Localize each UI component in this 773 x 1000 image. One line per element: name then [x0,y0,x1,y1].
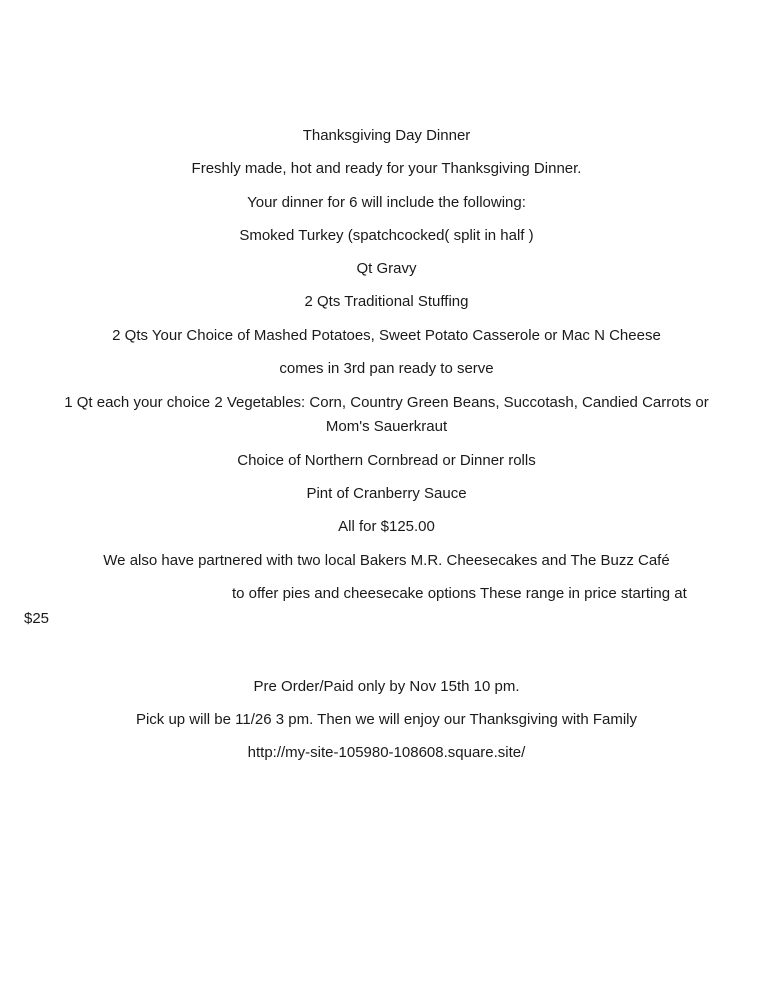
menu-item-pan-note: comes in 3rd pan ready to serve [279,360,494,377]
menu-item-vegetables-cont: Mom's Sauerkraut [325,418,448,435]
menu-item-turkey: Smoked Turkey (spatchcocked( split in half ) [239,227,534,244]
menu-item-gravy: Qt Gravy [356,260,417,277]
menu-item-bread: Choice of Northern Cornbread or Dinner rolls [237,452,536,469]
partners-line: We also have partnered with two local Bakers M.R. Cheesecakes and The Buzz Café [103,552,670,569]
flyer-tagline: Freshly made, hot and ready for your Thanksgiving Dinner. [191,160,582,177]
menu-item-potatoes: 2 Qts Your Choice of Mashed Potatoes, Sweet Potato Casserole or Mac N Cheese [112,327,661,344]
menu-item-cranberry: Pint of Cranberry Sauce [306,485,467,502]
preorder-line: Pre Order/Paid only by Nov 15th 10 pm. [253,678,520,695]
menu-item-vegetables: 1 Qt each your choice 2 Vegetables: Corn, Country Green Beans, Succotash, Candied Carrots or [64,394,709,411]
flyer-title: Thanksgiving Day Dinner [302,127,471,144]
price-line: All for $125.00 [338,518,435,535]
flyer-intro: Your dinner for 6 will include the following: [247,194,526,211]
menu-item-stuffing: 2 Qts Traditional Stuffing [304,293,469,310]
pickup-line: Pick up will be 11/26 3 pm. Then we will enjoy our Thanksgiving with Family [135,711,638,728]
partners-price: $25 [24,610,50,627]
partners-line-cont: to offer pies and cheesecake options These range in price starting at [232,585,687,602]
website-link[interactable]: http://my-site-105980-108608.square.site/ [247,744,526,761]
